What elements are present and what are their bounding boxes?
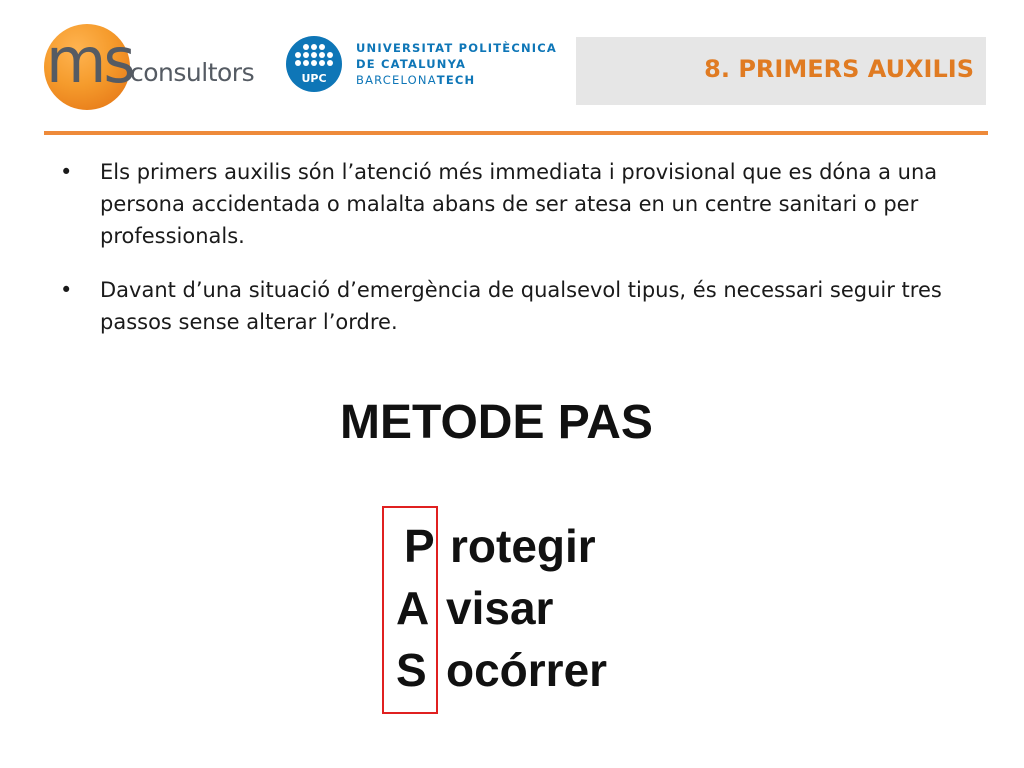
pas-rest: visar <box>446 582 554 634</box>
method-title: METODE PAS <box>340 396 653 449</box>
pas-letter: S <box>396 644 427 696</box>
bullet-dot: • <box>60 278 73 302</box>
pas-letter: P <box>404 520 435 572</box>
bullet-item-2 <box>60 274 980 338</box>
pas-step-protegir <box>398 516 596 576</box>
upc-logo <box>286 36 556 96</box>
header-box <box>576 37 986 105</box>
upc-seal-icon <box>286 36 342 92</box>
pas-step-avisar <box>396 578 553 638</box>
pas-step-socorrer <box>396 640 607 700</box>
bullet-dot: • <box>60 160 73 184</box>
upc-barcelona: BARCELONA <box>356 73 437 87</box>
upc-line-2: DE CATALUNYA <box>356 57 467 71</box>
ms-logo-text: ms <box>46 24 133 97</box>
bullet-list <box>60 156 980 338</box>
pas-rest: ocórrer <box>446 644 608 696</box>
page-title: 8. PRIMERS AUXILIS <box>704 55 974 83</box>
ms-consultors-logo <box>40 22 280 114</box>
consultors-logo-text: consultors <box>130 58 255 87</box>
upc-wordmark <box>356 40 557 88</box>
bullet-item-1 <box>60 156 980 252</box>
upc-seal-label: UPC <box>301 72 327 85</box>
bullet-text: Els primers auxilis són l’atenció més immediata i provisional que es dóna a una persona accidentada o malalta abans de ser atesa en un centre sanitari o per professionals. <box>100 160 938 248</box>
pas-rest: rotegir <box>450 520 596 572</box>
header-divider <box>44 131 988 135</box>
upc-line-1: UNIVERSITAT POLITÈCNICA <box>356 41 558 55</box>
upc-tech: TECH <box>436 73 476 87</box>
bullet-text: Davant d’una situació d’emergència de qualsevol tipus, és necessari seguir tres passos sense alterar l’ordre. <box>100 278 942 334</box>
upc-line-3 <box>356 72 557 88</box>
pas-letter: A <box>396 582 430 634</box>
